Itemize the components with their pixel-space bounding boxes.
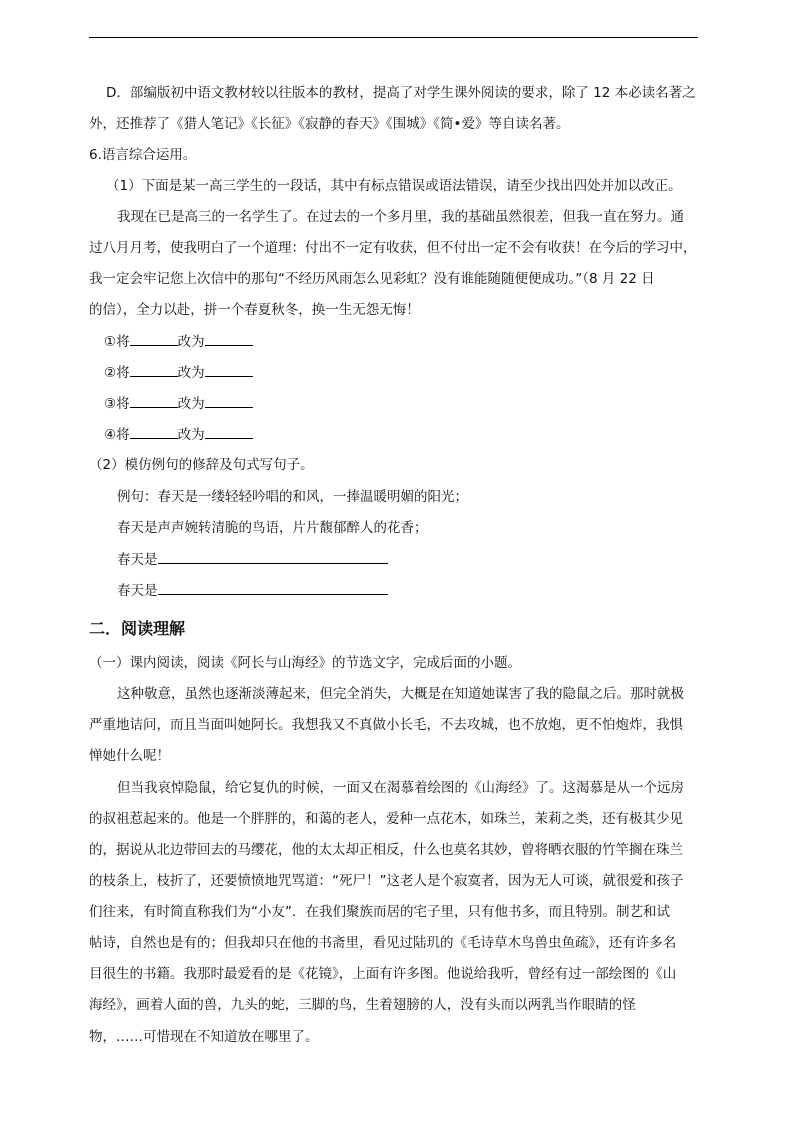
correction-change-to: 改为: [177, 365, 205, 381]
passage-line: 过八月月考，使我明白了一个道理：付出不一定有收获，但不付出一定不会有收获！在今后的学习中，: [89, 240, 697, 256]
answer-blank[interactable]: [130, 362, 178, 377]
paragraph-line: 的枝条上，枝折了，还要愤愤地咒骂道：“死尸！”这老人是个寂寞者，因为无人可谈，就很爱和孩子: [89, 873, 684, 889]
passage-line: 我现在已是高三的一名学生了。在过去的一个多月里，我的基础虽然很差，但我一直在努力。通: [117, 209, 684, 225]
section-heading: 二．阅读理解: [89, 619, 186, 638]
answer-line: [117, 580, 388, 601]
correction-change-to: 改为: [177, 427, 205, 443]
answer-blank[interactable]: [130, 393, 178, 408]
answer-prefix: 春天是: [117, 583, 158, 599]
passage-line: 的信），全力以赴，拼一个春夏秋冬，换一生无怨无悔！: [89, 302, 420, 318]
answer-blank[interactable]: [205, 393, 253, 408]
paragraph-line: 的叔祖惹起来的。他是一个胖胖的，和蔼的老人，爱种一点花木，如珠兰，茉莉之类，还有极其少见: [89, 811, 683, 827]
correction-change-to: 改为: [177, 396, 205, 412]
paragraph-line: 这种敬意，虽然也逐渐淡薄起来，但完全消失，大概是在知道她谋害了我的隐鼠之后。那时就极: [117, 686, 684, 702]
paragraph-line: 物，……可惜现在不知道放在哪里了。: [89, 1029, 319, 1045]
answer-blank[interactable]: [205, 362, 253, 377]
answer-blank[interactable]: [158, 549, 388, 564]
example-sentence: 例句：春天是一缕轻轻吟唱的和风，一捧温暖明媚的阳光；: [117, 489, 468, 505]
correction-item: [104, 424, 253, 445]
paragraph-line: 惮她什么呢！: [89, 748, 170, 764]
paragraph-line: 海经》，画着人面的兽，九头的蛇，三脚的鸟，生着翅膀的人，没有头而以两乳当作眼睛的怪: [89, 997, 636, 1013]
correction-marker: ①将: [104, 334, 130, 350]
correction-item: [104, 362, 253, 383]
option-d-line-2: 外，还推荐了《猎人笔记》《长征》《寂静的春天》《围城》《简•爱》等自读名著。: [89, 116, 570, 132]
paragraph-line: 但当我哀悼隐鼠，给它复仇的时候，一面又在渴慕着绘图的《山海经》了。这渴慕是从一个远房: [117, 780, 684, 796]
paragraph-line: 目很生的书籍。我那时最爱看的是《花镜》，上面有许多图。他说给我听，曾经有过一部绘图的《山: [89, 966, 677, 982]
reading-intro: （一）课内阅读，阅读《阿长与山海经》的节选文字，完成后面的小题。: [89, 655, 521, 671]
header-rule: [89, 37, 698, 38]
correction-item: [104, 331, 253, 352]
option-d-line-1: D．部编版初中语文教材较以往版本的教材，提高了对学生课外阅读的要求，除了 12 本必读名著之: [106, 85, 696, 101]
sample-sentence: 春天是声声婉转清脆的鸟语，片片馥郁醉人的花香；: [117, 520, 428, 536]
passage-line: 我一定会牢记您上次信中的那句“不经历风雨怎么见彩虹？没有谁能随随便便成功。”（8 月 22 日: [89, 271, 655, 287]
paragraph-line: 的，据说从北边带回去的马缨花，他的太太却正相反，什么也莫名其妙，曾将晒衣服的竹竿搁在珠兰: [89, 842, 683, 858]
paragraph-line: 帖诗，自然也是有的；但我却只在他的书斋里，看见过陆玑的《毛诗草木鸟兽虫鱼疏》，还有许多名: [89, 935, 677, 951]
paragraph-line: 严重地诘问，而且当面叫她阿长。我想我又不真做小长毛，不去攻城，也不放炮，更不怕炮炸，我惧: [89, 717, 683, 733]
question-6-title: 6.语言综合运用。: [89, 147, 197, 163]
answer-prefix: 春天是: [117, 552, 158, 568]
correction-marker: ③将: [104, 396, 130, 412]
correction-item: [104, 393, 253, 414]
answer-blank[interactable]: [130, 424, 178, 439]
question-6-part-2-prompt: （2）模仿例句的修辞及句式写句子。: [89, 457, 314, 473]
answer-blank[interactable]: [205, 424, 253, 439]
answer-line: [117, 549, 388, 570]
correction-marker: ④将: [104, 427, 130, 443]
question-6-part-1-prompt: （1）下面是某一高三学生的一段话，其中有标点错误或语法错误，请至少找出四处并加以改正。: [106, 178, 682, 194]
paragraph-line: 们往来，有时简直称我们为“小友”．在我们聚族而居的宅子里，只有他书多，而且特别。制艺和试: [89, 904, 670, 920]
answer-blank[interactable]: [205, 331, 253, 346]
correction-change-to: 改为: [177, 334, 205, 350]
correction-marker: ②将: [104, 365, 130, 381]
answer-blank[interactable]: [158, 580, 388, 595]
answer-blank[interactable]: [130, 331, 178, 346]
